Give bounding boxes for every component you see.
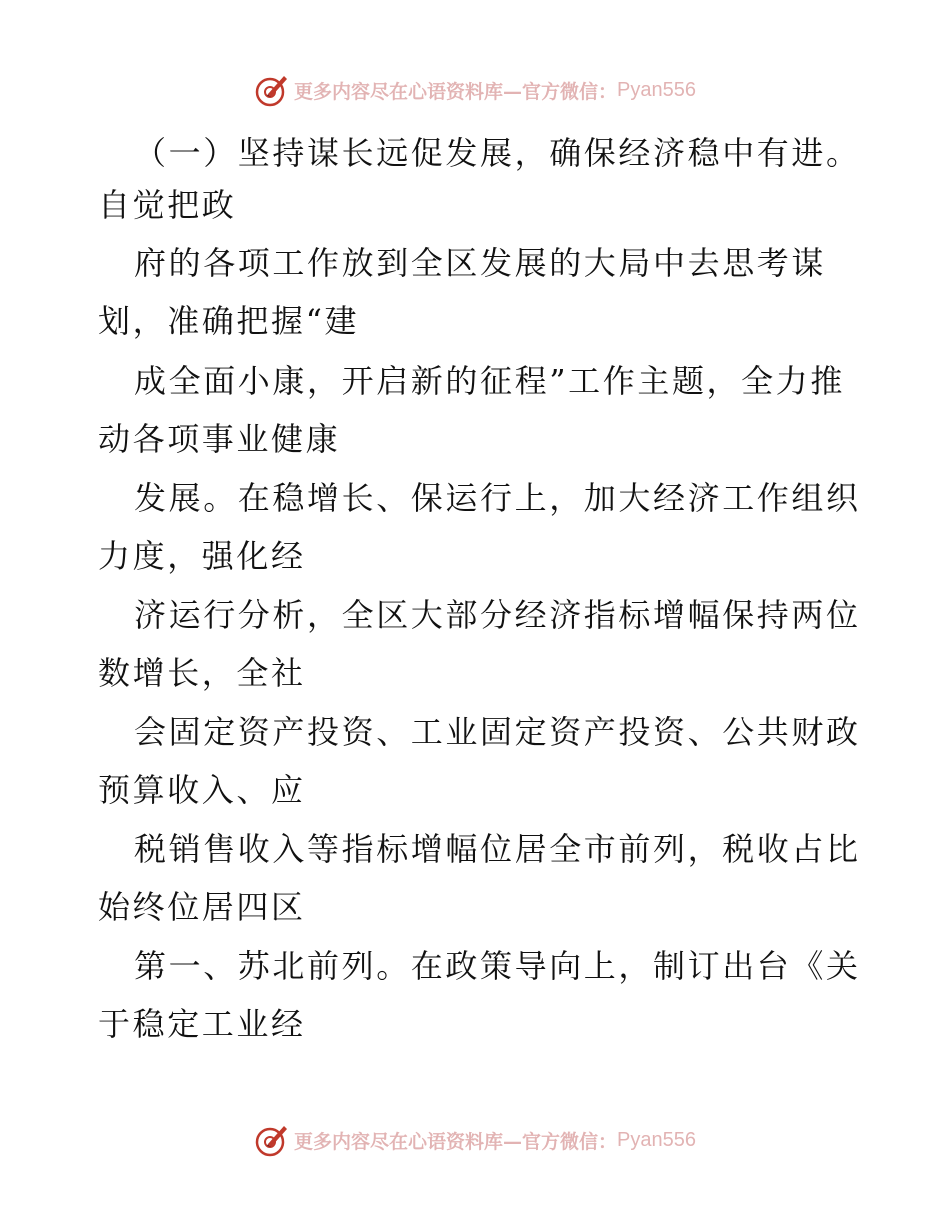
body-line-16: 于稳定工业经: [98, 1005, 306, 1043]
header-banner-inner: [254, 72, 696, 108]
body-line-14: 始终位居四区: [98, 888, 306, 926]
body-line-13: 税销售收入等指标增幅位居全市前列，税收占比: [134, 830, 861, 868]
body-line-6: 动各项事业健康: [98, 420, 341, 458]
body-line-3: 府的各项工作放到全区发展的大局中去思考谋: [134, 244, 827, 282]
body-line-8: 力度，强化经: [98, 537, 306, 575]
body-line-7: 发展。在稳增长、保运行上，加大经济工作组织: [134, 479, 861, 517]
footer-banner-text: 更多内容尽在心语资料库—官方微信：: [294, 1130, 618, 1153]
footer-banner-inner: [254, 1122, 696, 1158]
footer-banner: [0, 1120, 950, 1160]
body-line-11: 会固定资产投资、工业固定资产投资、公共财政: [134, 713, 861, 751]
body-line-2: 自觉把政: [98, 186, 237, 224]
brand-logo-icon: [254, 72, 290, 108]
header-banner: [0, 70, 950, 110]
body-line-10: 数增长，全社: [98, 654, 306, 692]
brand-logo-icon: [254, 1122, 290, 1158]
body-line-4: 划，准确把握“建: [98, 302, 360, 340]
header-banner-wechat-id: Pyan556: [617, 78, 696, 101]
body-line-15: 第一、苏北前列。在政策导向上，制订出台《关: [134, 947, 861, 985]
header-banner-text: 更多内容尽在心语资料库—官方微信：: [294, 80, 618, 103]
body-line-1: （一）坚持谋长远促发展，确保经济稳中有进。: [134, 134, 861, 172]
body-line-5: 成全面小康，开启新的征程”工作主题，全力推: [134, 362, 845, 400]
footer-banner-wechat-id: Pyan556: [617, 1128, 696, 1151]
body-line-9: 济运行分析，全区大部分经济指标增幅保持两位: [134, 596, 861, 634]
body-line-12: 预算收入、应: [98, 771, 306, 809]
